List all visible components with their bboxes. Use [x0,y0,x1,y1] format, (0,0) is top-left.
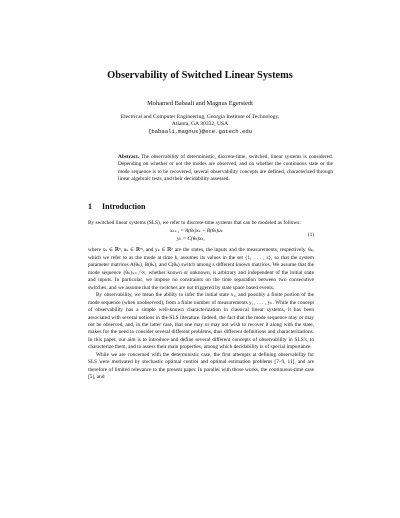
abstract-label: Abstract. [118,154,140,160]
paper-authors: Mohamed Babaali and Magnus Egerstedt [147,100,253,107]
paragraph: While we are concerned with the deterministic case, the first attempts at defining observability for SLS were motivated by stochastic optimal control and optimal estimation problems [7–9, 11], and are therefore of limited relevance to the present paper. In parallel with those works, the continuous-time case [5], and [88,351,314,381]
affiliation-block [0,114,400,135]
paragraph: where xₖ ∈ ℝⁿ, uₖ ∈ ℝᵐ, and yₖ ∈ ℝᵖ are the states, the inputs and the measurements, respectively. θₖ, which we refer to as the mode at time k, assumes its values in the set {1, . . . , s}, so that the system parameter matrices A(θₖ), B(θₖ), and C(θₖ) switch among s different known matrices. We assume that the mode sequence {θₖ}ₖ₌₁^∞, whether known or unknown, is arbitrary and independent of the initial state and inputs. In particular, we impose no constraints on the time separation between two consecutive switches, and we assume that the switches are not triggered by state space based events. [88,247,314,291]
affiliation-line: Atlanta, GA 30332, USA [171,121,229,127]
equation-1 [88,228,314,245]
paper-title: Observability of Switched Linear Systems [107,70,293,81]
section-heading [88,202,145,212]
paragraph: By observability, we mean the ability to infer the initial state x₁, and possibly a finite portion of the mode sequence (when unobserved), from a finite number of measurements y₁, . . . , yₙ. While the concept of observability has a simple well-known characterization in classical linear systems, it has been associated with several notions in the SLS literature. Indeed, the fact that the mode sequence may or may not be observed, and, in the latter case, that one may or may not wish to recover it along with the state, makes for the need to consider several different problems, thus different definitions and characterizations. In this paper, our aim is to introduce and define several different concepts of observability in SLS's, to characterize them, and to assess their main properties, among which decidability is of special importance. [88,292,314,351]
body-text [88,220,314,382]
abstract-text: The observability of deterministic, discrete-time, switched, linear systems is considered. Depending on whether or not the modes are observed, and on whether the continuous state or the mode sequence is to be recovered, several observability concepts are defined, characterized through linear algebraic tests, and their decidability assessed. [118,154,333,183]
intro-paragraph: By switched linear systems (SLS), we refer to discrete-time systems that can be modeled as follows: [88,220,301,226]
equation-lines [170,228,223,243]
author-email: {babaali,magnus}@ece.gatech.edu [147,128,253,135]
abstract [118,154,333,184]
equation-line: yₖ = C(θₖ)xₖ, [177,236,205,243]
section-title: Introduction [102,202,146,211]
equation-number: (1) [307,232,314,239]
affiliation-line: Electrical and Computer Engineering, Georgia Institute of Technology, [120,114,280,120]
equation-line: xₖ₊₁ = A(θₖ)xₖ + B(θₖ)uₖ [170,228,223,235]
section-number: 1 [88,202,92,211]
